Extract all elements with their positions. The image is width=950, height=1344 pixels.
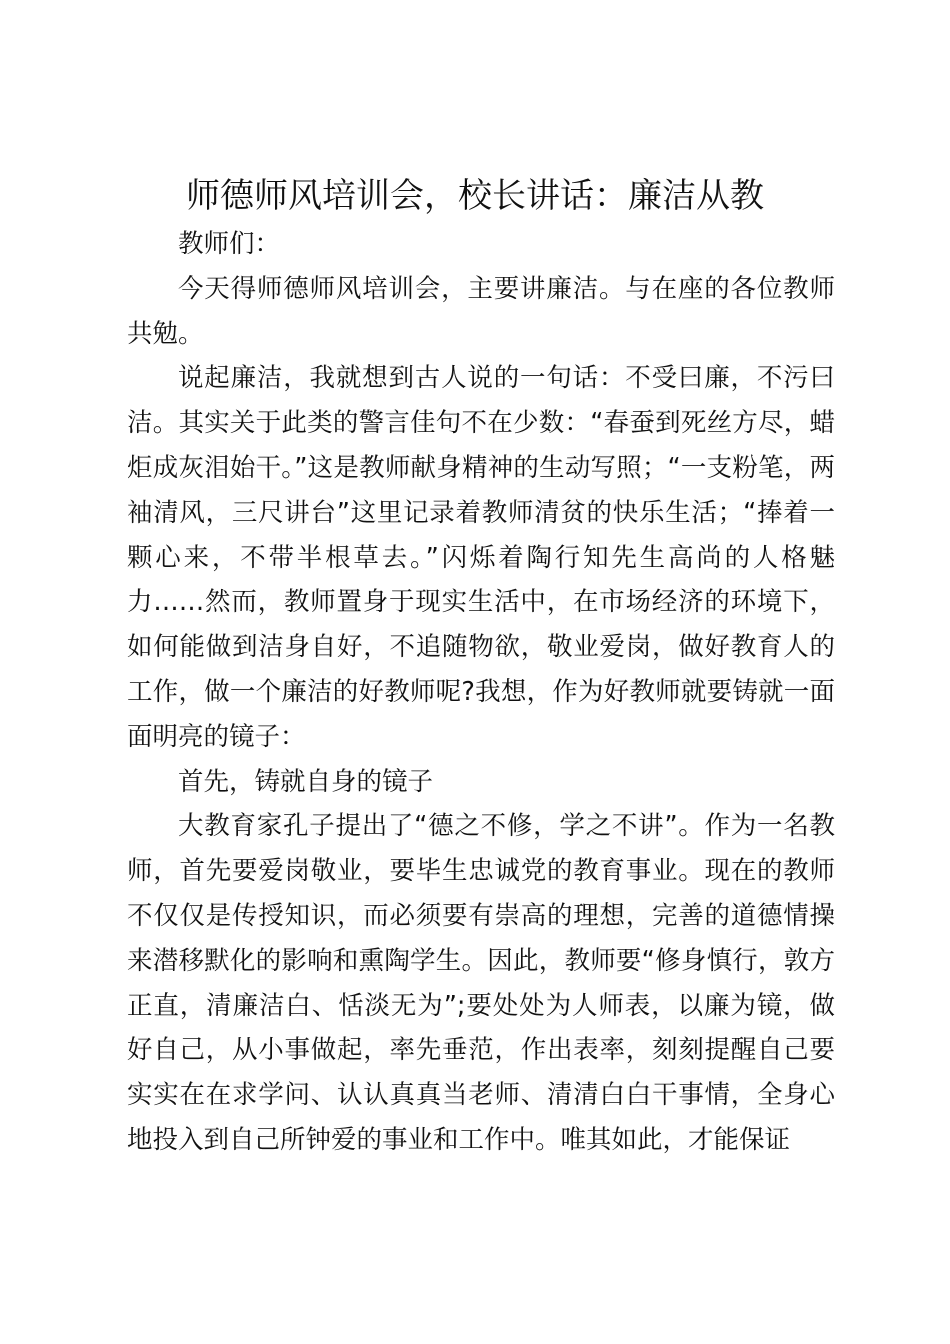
body-paragraph: 说起廉洁，我就想到古人说的一句话：不受曰廉，不污曰洁。其实关于此类的警言佳句不在少数：“春蚕到死丝方尽，蜡炬成灰泪始干。”这是教师献身精神的生动写照；“一支粉笔，两袖清风，三尺讲台”这里记录着教师清贫的快乐生活；“捧着一颗心来，不带半根草去。”闪烁着陶行知先生高尚的人格魅力……然而，教师置身于现实生活中，在市场经济的环境下，如何能做到洁身自好，不追随物欲，敬业爱岗，做好教育人的工作，做一个廉洁的好教师呢?我想，作为好教师就要铸就一面面明亮的镜子： xyxy=(127,363,835,752)
body-paragraph: 大教育家孔子提出了“德之不修，学之不讲”。作为一名教师，首先要爱岗敬业，要毕生忠诚党的教育事业。现在的教师不仅仅是传授知识，而必须要有崇高的理想，完善的道德情操来潜移默化的影响和熏陶学生。因此，教师要“修身慎行，敦方正直，清廉洁白、恬淡无为”;要处处为人师表，以廉为镜，做好自己，从小事做起，率先垂范，作出表率，刻刻提醒自己要实实在在求学问、认认真真当老师、清清白白干事情，全身心地投入到自己所钟爱的事业和工作中。唯其如此，才能保证 xyxy=(127,811,835,1155)
document-body xyxy=(127,222,835,1163)
intro-paragraph: 今天得师德师风培训会，主要讲廉洁。与在座的各位教师共勉。 xyxy=(127,273,835,349)
document-title: 师德师风培训会，校长讲话：廉洁从教 xyxy=(186,176,764,216)
section-heading-paragraph: 首先，铸就自身的镜子 xyxy=(178,766,434,797)
salutation-paragraph: 教师们： xyxy=(178,229,281,259)
